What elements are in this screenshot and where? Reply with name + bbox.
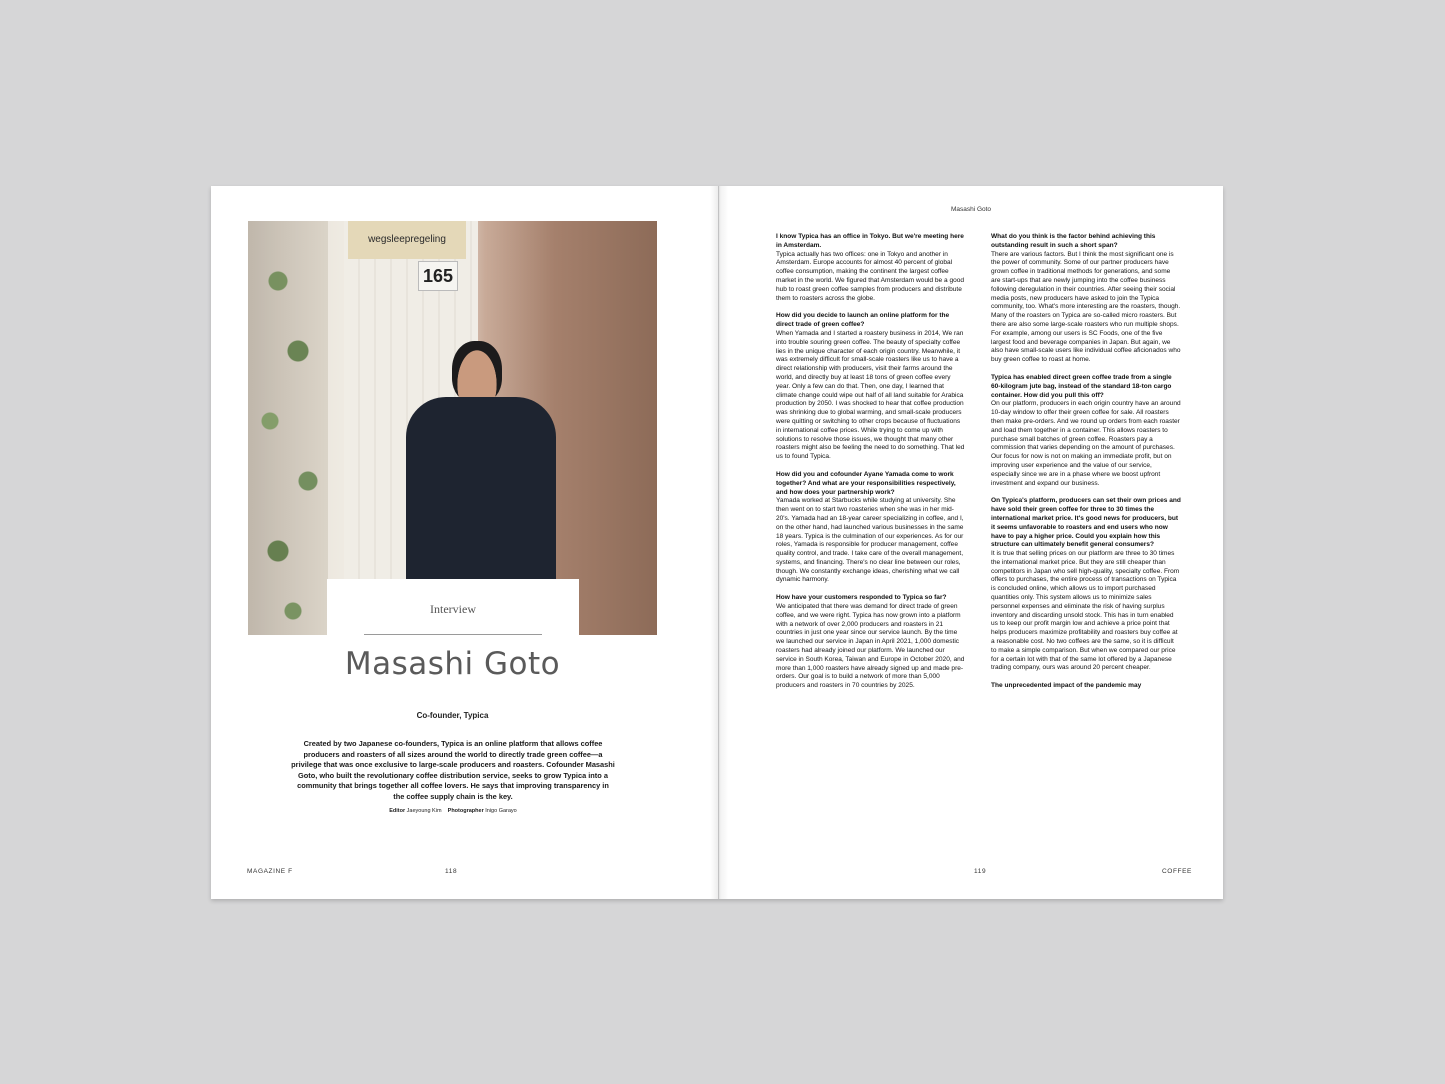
qa-block <box>991 682 1181 691</box>
magazine-spread <box>211 186 1223 899</box>
credits <box>291 808 615 814</box>
question: I know Typica has an office in Tokyo. But we're meeting here in Amsterdam. <box>776 233 964 249</box>
editor-name: Jaeyoung Kim <box>406 808 442 814</box>
question: How have your customers responded to Typica so far? <box>776 594 947 602</box>
answer: Yamada worked at Starbucks while studying at university. She then went on to start two roasteries when she was in her mid-20's. Yamada had an 18-year career specializing in coffee, and I, on the other hand, had launched various businesses in the same 18 years. Typica is the culmination of our experiences. As for our roles, Yamada is responsible for producer management, coffee quality control, and trade. I take care of the overall management, systems, and financing. There's no clear line between our roles, though. We constantly exchange ideas, cherishing what we call dynamic harmony. <box>776 497 964 584</box>
photographer-name: Inigo Garayo <box>485 808 517 814</box>
qa-block <box>776 594 966 691</box>
question: How did you and cofounder Ayane Yamada come to work together? And what are your responsibilities respectively, and how does your partnership work? <box>776 470 956 496</box>
magazine-folio: MAGAZINE F <box>247 868 293 875</box>
title-rule <box>364 634 542 635</box>
qa-block <box>991 497 1181 673</box>
photographer-label: Photographer <box>447 808 484 814</box>
running-head: Masashi Goto <box>950 206 992 213</box>
page-gutter <box>710 186 728 899</box>
article-column-2 <box>991 233 1181 700</box>
interviewee-role: Co-founder, Typica <box>416 711 489 720</box>
qa-block <box>991 374 1181 488</box>
title-card <box>327 579 579 635</box>
question: The unprecedented impact of the pandemic may <box>991 682 1142 690</box>
answer: It is true that selling prices on our platform are three to 30 times the international market price. But they are still cheaper than competitors in Japan who sell high-quality, specialty coffee. From offers to purchases, the entire process of transactions on Typica is concluded online, which allows us to import purchased quantities only. This system allows us to minimize sales personnel expenses and eliminate the risk of having surplus inventory and discarding unsold stock. This has in turn enabled us to keep our profit margin low and achieve a price point that helps producers maximize profitability and roasters buy coffee at a reasonable cost. No two coffees are the same, so it is difficult to make a simple comparison. But when we compared our price for a certain lot with that of the same lot offered by a Japanese trading company, ours was around 20 percent cheaper. <box>991 550 1180 672</box>
question: What do you think is the factor behind achieving this outstanding result in such a short span? <box>991 233 1156 249</box>
intro-paragraph: Created by two Japanese co-founders, Typica is an online platform that allows coffee producers and roasters of all sizes around the world to directly trade green coffee—a privilege that was once exclusive to large-scale producers and roasters. Cofounder Masashi Goto, who built the revolutionary coffee distribution service, seeks to grow Typica into a community that brings together all coffee lovers. He says that improving transparency in the coffee supply chain is the key. <box>291 739 615 801</box>
qa-block <box>776 312 966 462</box>
answer: We anticipated that there was demand for direct trade of green coffee, and we were right. Typica has now grown into a platform with a network of over 2,000 producers and roasters in 21 countries in just one year since our service launch. By the time we launched our service in Japan in April 2021, 1,000 domestic roasters had already joined our platform. We launched our service in South Korea, Taiwan and Europe in October 2020, and more than 1,000 roasters have already signed up and made pre-orders. Our goal is to build a network of more than 5,000 producers and roasters in 70 countries by 2025. <box>776 603 965 690</box>
left-page <box>211 186 718 899</box>
portrait-photo <box>248 221 657 635</box>
qa-block <box>776 233 966 303</box>
interviewee-name: Masashi Goto <box>344 646 561 682</box>
article-column-1 <box>776 233 966 700</box>
section-label: Interview <box>430 602 476 616</box>
qa-block <box>776 471 966 585</box>
house-number-plate: 165 <box>418 261 458 291</box>
editor-label: Editor <box>389 808 406 814</box>
question: On Typica's platform, producers can set their own prices and have sold their green coffee for three to 30 times the international market price. It's good news for producers, but it seems unfavorable to roasters and end users who now have to pay a higher price. Could you explain how this structure can ultimately benefit general consumers? <box>991 497 1181 549</box>
page-number-left: 118 <box>445 868 458 875</box>
answer: There are various factors. But I think the most significant one is the power of community. Some of our partner producers have grown coffee in traditional methods for generations, and some are start-ups that are newly jumping into the coffee business following deregulation in their countries. After seeing their social media posts, new producers have asked to join the Typica community, too. What's more interesting are the roasters, though. Many of the roasters on Typica are so-called micro roasters. But there are also some large-scale roasters who run multiple shops. For example, among our users is SC Foods, one of the five largest food and beverage companies in Japan. But again, we also have small-scale users like individual coffee aficionados who buy green coffee to roast at home. <box>991 250 1181 364</box>
qa-block <box>991 233 1181 365</box>
question: How did you decide to launch an online platform for the direct trade of green coffee? <box>776 312 950 329</box>
ivy-foliage <box>248 221 328 635</box>
answer: On our platform, producers in each origin country have an around 10-day window to offer their green coffee for sale. All roasters then make pre-orders. And we round up orders from each roaster and load them together in a container. This allows roasters to purchase small batches of green coffee. Roasters pay a commission that varies depending on the amount of purchases. Our focus for now is not on making an immediate profit, but on improving user experience and the value of our service, especially since we are in a phase where we boost upfront investment and expand our business. <box>991 400 1181 487</box>
answer: When Yamada and I started a roastery business in 2014, We ran into trouble souring green coffee. The beauty of specialty coffee lies in the unique character of each origin country. Meanwhile, it was extremely difficult for small-scale roasters like us to have a direct relationship with producers, visit their farms around the world, and directly buy at least 18 tons of green coffee every year. Only a few can do that. Then, one day, I learned that climate change could wipe out half of all land suitable for Arabica production by 2050. I was shocked to hear that coffee production was shrinking due to global warming, and small-scale producers were quitting or switching to other crops because of fluctuations in international coffee prices. While trying to come up with solutions to resolve those issues, we thought that many other roasters might also be feeling the need to do something. That led us to found Typica. <box>776 329 965 461</box>
page-number-right: 119 <box>974 868 987 875</box>
section-folio: COFFEE <box>1162 868 1192 875</box>
question: Typica has enabled direct green coffee trade from a single 60-kilogram jute bag, instead of the standard 18-ton cargo container. How did you pull this off? <box>991 373 1172 399</box>
wall-sign: wegsleepregeling <box>348 221 466 259</box>
subject-head <box>452 341 502 403</box>
answer: Typica actually has two offices: one in Tokyo and another in Amsterdam. Europe accounts for almost 40 percent of global coffee consumption, making the continent the largest coffee market in the world. We figured that Amsterdam would be a good hub to roast green coffee samples from producers and distribute them to roasters across the globe. <box>776 250 965 302</box>
right-page <box>719 186 1223 899</box>
